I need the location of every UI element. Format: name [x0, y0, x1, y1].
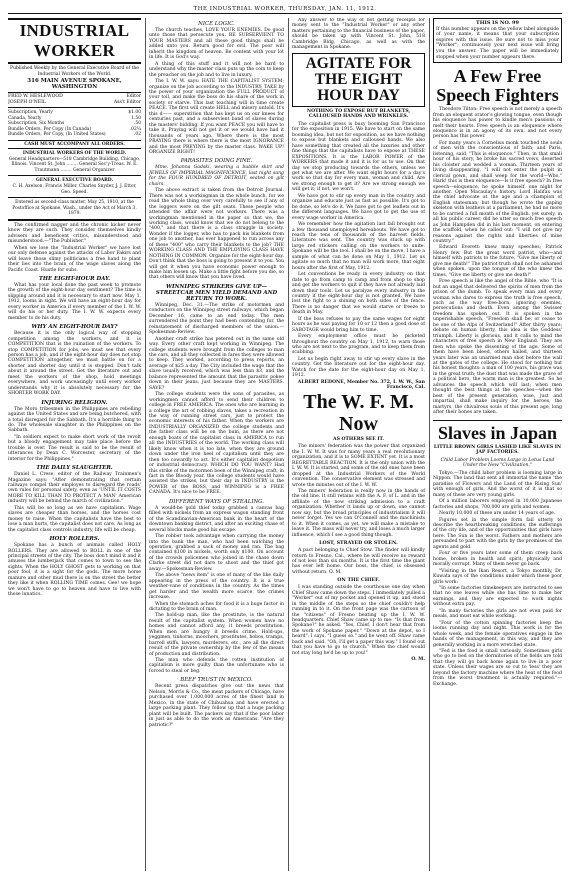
- masthead-title: INDUSTRIAL WORKER: [8, 18, 141, 64]
- running-head: THE INDUSTRIAL WORKER, THURSDAY, JAN. 11, 1912.: [8, 6, 562, 14]
- article-text: Mme. Johanna Gadski, wearing a bubble skirt and JEWELS OF IMPERIAL MAGNIFICENCE, last night sang for the FOUR HUNDRED OF DETROIT, seated on gilt chairs.: [149, 165, 284, 187]
- article-text: For many years a Cornelius monk touched the souls of men with the conscientious of faith; and Paris, listening, said, "This is eloquence." Then, in that small hour of his story, he broke his sacred vows, deserted his cloister and wedded a woman. Thirteen years of living disappearing, "I will not enter the pulpit in clerical gown, and shall weep for the world—Who," Hark! this is then eloquence—Is it free speech? In free speech—eloquence, he spoke himself, one night for another. Open Macaulay's history. Lord Halifax was the chief advocate at the age and a champion of English statesman; but though he wrote the gaping skeleton with leathers at a parliament, he had no more to be carried a full month of the English. yet surely, in all his public career, did he utter so much free speech as John Hampden did in his last moment, on entering the scaffold, when he called out: "I will not give my reasons against the rights and liberties of mine country.": [433, 140, 562, 245]
- article-text: Spokane has a bunch of animals called HOLY ROLLERS. They are allowed to ROLL in one of the principal streets of the city. The boss don't mind it and it amuses the lumberjack that comes to town to see the sights. When the HOLY GHOST gets to working on that poor fool, it is a sight for the gods. The more horse manure and other mud there is on the street the better they like it when ROLLING TIME comes. Gee! we hope we won't have to go to heaven and have to live with those lunatics.: [8, 543, 141, 598]
- divider: [8, 219, 141, 221]
- sub-label: Canada, Yearly: [8, 115, 42, 121]
- divider: [8, 175, 141, 176]
- article-text: Any answer to the way of not getting receipts for money sent to the "Industrial Worker" or any other matters pertaining to the financial business of the paper, should be taken up with Vincent St. John, 518 Cambridge Bldg, Chicago, as well as with the management in Spokane.: [292, 18, 425, 51]
- article-text: Four or five years later some of them creep back home, broken in health and spirit; physically and morally corrupt. Many of them never go back.: [433, 551, 562, 568]
- article-text: Let us begin right away to stir up every slave in the country. Get the literature out for the eight-hour day. Watch for the date for the eight-hour day on May 1, 1912.: [292, 356, 425, 379]
- subheadline: LITTLE BROWN GIRLS LASHED LIKE SLAVES IN JAP FACTORIES.: [433, 444, 562, 456]
- masthead-address: 316 MAIN AVENUE SPOKANE, WASHINGTON: [27, 78, 122, 90]
- article-heading: WHY AN EIGHT-HOUR DAY?: [31, 324, 118, 331]
- subscription-rates: [8, 110, 141, 138]
- article-text: The church teaches, LOVE YOUR ENEMIES. Do good unto those that persecute you. BE SUBSERVIENT TO YOUR MASTERS and all these good things shall be added unto you. Return good for evil. The poor will inherit the kingdom of heaven. Be content with your lot in life. It is God's way.: [149, 28, 284, 61]
- article-text: A thing of this stuff and it will not be hard to understand why the master class puts up the coin to keep the preacher on the job and to live in luxury.: [149, 61, 284, 78]
- asst-editor-name: JOSEPH O'NEIL: [8, 100, 46, 105]
- geb-text: C. H. Axelson, Francis Miller, Charles Snyder, J. J. Ettor, Geo. Speed.: [12, 183, 137, 195]
- hq-text: General Headquarters—518 Cambridge Building, Chicago, Illinois. Vincent St. John ........ General Sec'y-Treas. W. E. Trautmann ........ General Organizer: [8, 156, 141, 173]
- article-text: Tokyo.—The child labor problem is looming large in Nippon. The land that sent all immortal the name 'the paradise of Flowers and the Land of the Rising Sun' with enough of girls. And the worst of it is that so many of these are very young girls.: [433, 470, 562, 498]
- column-divider: [288, 18, 289, 871]
- article-text: Of a million laborers employed in 10,000 Japanese factories and shops, 700,000 are girls and women.: [433, 499, 562, 510]
- article-heading: DIFFERENT WAYS OF STEALING.: [168, 498, 265, 505]
- sub-value: .02: [134, 132, 141, 138]
- hq-title: INDUSTRIAL WORKERS OF THE WORLD.: [22, 150, 127, 156]
- staff-box: [8, 92, 141, 108]
- article-heading: WINNIPEG STRIKERS GIVE UP—STREETCAR MEN YIELD DEMAND AND RETURN TO WORK.: [155, 283, 278, 302]
- divider: [8, 197, 141, 198]
- article-text: Every employment office must be picketed throughout the country on May 1, 1912, to warn those who are not next to the program, and to keep them from scabbing.: [292, 334, 425, 356]
- article-text: Theodore Tilton: Free speech is not merely a speech from an eloquent orator's glowing tongue, even though his eloquence has power to kindle men's passions or melt their hearts. Free speech is an eloquence where eloquence is in an agony of its own, and not every person has this power.: [433, 107, 562, 140]
- article-heading: BEEF TRUST IN MEXICO.: [180, 677, 253, 684]
- article-text: A pact belonging to Chief Stow. The finder will kindly return to Fresno, Cal., where he will receive no reward of not less than six months. It is the first time the giant has ever left home. Our boss, the chief, is obsessed without return. O. M.: [292, 548, 425, 575]
- article-text: Recent press dispatches give out the news that Nelson, Morris & Co., the meat packers of Chicago, have purchased over 1,000,000 acres of the finest land in Mexico, in the state of Chihuahua and have erected a large packing plant. They follow up that a huge packing plant will be built. The packers say that if the poor labor in just as able to do the work as Americans. "Are they patriotic?": [149, 684, 284, 728]
- article-text: "Four of the cotton spinning factories keep the looms running day and night. This work is for the whole week, and the female operatives engage in the hands of the management, in this way, and they are generally working in a more wretched state.: [433, 620, 562, 648]
- article-text: "In some factories timekeepers are instructed to see that no one leaves while she has time to make her earnings, and they are expected to work nights without extra pay.: [433, 585, 562, 608]
- asst-editor-role: Ass't Editor: [113, 100, 141, 105]
- intro-paragraph: The confirmed nagger and the chronic kicker never know they are such. They consider themselves kindly advisers and beneficent critics, misunderstood and misunderstood.—"The Publisher.": [8, 222, 141, 245]
- subscription-notice-box: [433, 18, 562, 63]
- article-text: Daniel L. Crese, editor of the Railway Trainmen's Magazine says: "After demonstrating that certain railways compel their employes to disregard the roads' own rules for personal safety, even as 'UNTIL IT COSTS MORE TO KILL THAN TO PROTECT A MAN' American industry will be behind the march of civilization.": [8, 472, 141, 505]
- article-text: Figures set in the simple form fail utterly to describe the heartbreaking conditions, the sufferings of the city life, and of the opportunities that girls have here. The Sun is the worst. Fathers and mothers are persuaded to part with the girls by the promises of the agents and gold.: [433, 517, 562, 550]
- signature: ALBERT REDONE, Member No. 372, I. W. W., San Francisco, Cal.: [297, 379, 425, 390]
- headline-eight-hour: AGITATE FOR THE EIGHT HOUR DAY: [292, 53, 425, 107]
- geb-title: GENERAL EXECUTIVE BOARD.: [35, 178, 113, 184]
- article-heading: HOLY ROLLERS.: [49, 536, 100, 543]
- sub-label: Bundle Orders, Per Copy (In Canada): [8, 126, 92, 132]
- column-3: [292, 18, 425, 871]
- article-text: The man who defends the rotten institution of capitalism is more guilty than the unfortunate who is forced to steal or beg.: [149, 658, 284, 674]
- article-heading: THE EIGHT-HOUR DAY.: [38, 275, 111, 282]
- article-heading: PARASITES DOING FINE.: [180, 158, 253, 165]
- article-heading: NICE LOGIC.: [198, 21, 235, 27]
- article-text: What has your local done the past week to promote the growth of the eight-hour day sentiment? The time is slipping around and it is necessary to start now. May 1, 1912, looms in sight. We will have an eight-hour day for every worker in America if every member of the I. W. W. will do his or her duty. The I. W. W. expects every member to do his duty.: [8, 282, 141, 321]
- article-text: The miners' federation is really now in the hands of the old line. It still retains with the A. F. of L. and in the affiliate of the now striking admission to a craft organization. Whether it lands up or down, one cannot now say, but the broad principles of industrialism it will never forget. Yes we can O'Connell and the machinists to it. When it comes, as yet, we will make a mistake to leave it. The mass will never try, and loses a much larger influence, which I see a good thing though.: [292, 488, 425, 538]
- article-text: "In soldiers expect to make short work of the revolt but a bloody engagement may take place before the trouble is over. The result is said to be the result of utterances by Dean C. Worcester, secretary of the interior for the Philippines.": [8, 434, 141, 462]
- article-text: Free speech is like the angel of the Bible, who "It is but an angel that delivered the spirits of men from the prison of the dumb. To speak every man and every woman who dares to express the truth is free speech, such as the way free-born, ignoring enemies, persecutions and death. Even among the Swisser freedom has spoken out. It is spoken in the unperishable speech, "Freedom shall be, or cease to be one of the Alps of Switzerland!" After thirty years; debate on human liberty, this idea is the Goddess' triumph. Liberty is glorious, and it calls to mind the characters of free speech in New England. They are men who spoke the dissenting of the age. Some of them have been bleed, others hailed, and thirteen years later was an unarmed man shot before the wall at the gates of the college. He stood for nothing but his honest thoughts: a man of 100 years, his grave was in the great truth; the dust that was made the grave of a political hero, the warm man is the greatest. So he advances the speech which will last; when men thought the best things at the speeches—when the best of the present generation, wise, just and impartial, shall make inquiry for the heroes, the martyrs, the chivalrous souls of this present age, long after their bones are taken.: [433, 279, 562, 416]
- column-1: [8, 18, 141, 871]
- article-text: Let conventions be ready in every industry on that date to go from camp to camp and from shop to shop and get the workers to quit if they have not already laid down their tools. Let us paralyze every industry in the country if the eight-hour day is not granted. We have lost the fight to a shining on both sides of the fence. There is no danger that we would starve or freeze to death in May.: [292, 272, 425, 316]
- headline-free-speech: A Few Free Speech Fighters: [436, 66, 559, 106]
- subheadline: NOTHING TO EXPOSE BUT BLANKETS, CALLOUSED HANDS AND WRINKLES.: [306, 108, 411, 120]
- article-text: "In many factories the girls are not even paid for meals, and must eat while working.: [433, 608, 562, 620]
- entry-notice: Entered as second-class matter, May 25, 1910, at the Postoffice at Spokane, Wash., under the Act of March 3, 1879.: [12, 200, 137, 217]
- article-text: The hold-up man, like the prostitute, is the natural result of the capitalist system. When women have no homes and cannot afford any, it breeds prostitution. When men are hungry it breeds crime. Hold-ups, yeggmen, tinhorns, moochers, prostitutes, hobos, tramps, barrell stiffs, lawyers, murderers, etc., are all the direct result of the private ownership by the few of the means of production and distribution.: [149, 613, 284, 657]
- article-text: If the boss refuses to pay the same wages for eight hours as he was paying for 10 or 12 then a good dose of SABOTAGE would bring him to time.: [292, 316, 425, 333]
- article-text: A would-be gold thief today grabbed a canvas bag filled with nickels from an express wagon standing front of the Scandinavian-American bank in the heart of the downtown banking district, and after an exciting chase of several blocks made good his escape.: [149, 505, 284, 533]
- article-heading: INJURING RELIGION.: [41, 399, 108, 406]
- article-text: The miners' federation was the power that organized the I. W. W. It was for many years a real revolutionary organization, and it is to SOME EXTENT yet. It is a most REGRETTABLE REACTION. It is the only union with the I. W. W. It is started, and some of the old ones have been dropped at the Industrial Workers of the World convention. The conservative element was stressed and wrote the minutes out of the I. W. W.: [292, 444, 425, 488]
- column-4: [433, 18, 562, 871]
- editor-name: FRED W. HESLEWOOD: [8, 94, 63, 99]
- column-2: [149, 18, 284, 871]
- article-heading: ON THE CHIEF.: [337, 577, 380, 584]
- notice-text: If this number appears on the yellow label alongside of your name, it means that your subscription expires with this issue. Be sure not to miss your "Worker"; continuously your next issue will bring you the answer. The paper will be immediately stopped when your number appears there.: [436, 26, 559, 60]
- subheadline: Child Labor Problem Looms Large in Lotus Land Under the New "Civilization.": [440, 457, 555, 469]
- article-text: The college students were the sons of parasites, as workingmen cannot afford to send their children to college in FREE AMERICA. The ones who are learning in a college the art of robbing slaves, takes a recreation in the way of running street cars, just to protect the economic interests of his father. When the workers are INDUSTRIALLY ORGANIZED the college students and the father class will be on the bum, as there are not enough boats of the capitalist class in AMERICA to run all the INDUSTRIES of the world. The working class will likely know when it is too late, when they are ground down under the iron heel of capitalism until they are then too cowardly to act. It's either capitalist despotism or industrial democracy. WHICH DO YOU WANT? Had this strike of the motormen been of the Winnipeg craft, in fact in the Bloody year, the college students would have assisted the strikes, but their day in INDUSTRY is the POWER of the BOSS, and WINNIPEG is a FREE CANADA. It's nice to be FREE.: [149, 392, 284, 496]
- sub-value: .50: [134, 121, 141, 127]
- article-text: Another craft strike has petered out in the same old way. Every other craft kept working in Winnipeg. The college students were brought from the colleges to man the cars, and all they collected in fares they were allowed to keep. They worked, according to press reports, an average of $25 a day. The City included the wage that the slave usually received, which was less than $3, and the balance represented the amount that the parasitic pokee down in their jeans, just because they are MASTERS. SAVE?: [149, 336, 284, 391]
- subheadline: AS OTHERS SEE IT.: [333, 436, 384, 442]
- column-divider: [145, 18, 146, 871]
- article-text: The robber took advantage when carrying the money into the bank the man, who had been watching the operation, grabbed a sack of money and ran. The bag contained $100 in nickels, worth only $100. On account of the crowds policemen who joined in the chase down Clarke street did not dare to shoot and the thief got away.—Spokesman-Review.: [149, 534, 284, 572]
- article-text: I was standing outside the courthouse one day when Chief Shaw came down the steps. I immediately pulled a "Worker" out of my pocket and opened it up, and stood in the middle of the steps so the chief couldn't help running in to it. On the front page was the cartoon of the "citizens" of Fresno beating up the I. W. W. headquarters. Chief Shaw came up to me: "Is that from Spokane?" he asked. "Yes, Chief, I don't hear that from the work of Spokane paper." "Down at the depot, so I heard", I says, "I guess so." and he went off. Shaw came back and said. "Oh, I'll get a paper this way." I found out that you have to go to church." When the chief would not stay long he'd be up to you!": [292, 585, 425, 656]
- article-text: We have got to stir up every man in the country and organize and educate just as fast as possible. It's got to be done, so let's do it. We have got to get leaflets out in the different languages. We have got to get the use of every wage worker in America.: [292, 193, 425, 221]
- article-text: Edward Everett: knew many speeches; Patrick Henry few. But the great word patriot, who—and himself with patriots to the future, "Give me liberty or give me death!" The patriot truth shall not be ashamed when spoken, upon the tongue of the who knew the times, "Give me liberty or give me death!": [433, 245, 562, 278]
- article-text: Winnipeg, Dec. 31.—The strike of motormen and conductors on the Winnipeg street railways, which began December 16, came to an end today. The men surrendered the point they had been contending for, the reinstatement of discharged members of the union.—Spokesman-Review.: [149, 302, 284, 336]
- article-text: The capitalist press is busy booming San Francisco for the exposition in 1915. We have to start on the same booming idea, but not for exposition, as we have nothing to expose but blankets and calloused hands. We also have something that created all the luxuries and other fine things that the capitalists have to expose at THESE EXPOSITIONS. It is the LABOR POWER of the WORKERS that made it and it is for us to use. On that day we stop producing towards the others, unless we get what we are after. We want eight hours for a day's work so that day for every man, woman and child. Are we strong enough to get it? Are we strong enough we will get it; if not, we won't.: [292, 121, 425, 193]
- sub-label: Subscription, Yearly: [8, 110, 53, 115]
- article-text: "Fed is the food is small variously. Sometimes girls who go to bed on the dormitories of the fields are told that they will go back home again to live in a poor state. Unless their wages are so cut to 'less' they are beyond the factory machine where the heat of the food from the worst treatment is actually required."—Exchange.: [433, 648, 562, 687]
- article-text: When the stomach aches for food it is a huge factor in dictating to the brain of man.: [149, 601, 284, 612]
- article-text: Nearly 10,000 of these are under 14 years of age.: [439, 511, 556, 517]
- article-text: We remember how the agitation last fall brought out a few thousand unemployed hereabouts. We have got to reach the tens of thousands of the harvest fields. Literature was sent. The country was stuck up with large red stickers calling on the workers to unite. Spokane will be the tool. I shall be on the move. I have a sample of what can be done on May 1, 1912. Let us agitate so much that no man will work more, that eight hours after the first of May, 1912.: [292, 222, 425, 271]
- article-text: The above extract is taken from the Detroit Journal. There was not a workingman in the whole bunch, for we read the whole thing over very carefully to see if any of the loggers were on the gilt seats. These people who attended the affair were not workers. There was a workingman mentioned in the paper so that we, the working class, would know that we do not belong to the "400," and that there is a class struggle in society. Wonder if the logger, who has to pack his blankets from one job to another, has ever happened to run across any of these "400" who carry their blankets to the job? THE WORKING CLASS AND THE EMPLOYING CLASS HAVE NOTHING IN COMMON. Organize for the eight-hour day. Don't think that the boss is going to present it to you. You will get it when you have economic power enough to make him loosen up. Make a little fight before you die, so that others will know that you have lived.: [149, 188, 284, 281]
- article-text: The I. W. W. says: HATE THE CAPITALIST SYSTEM; organize on the job according to the INDUSTRY; TAKE by the power of your organization the FULL PRODUCT of your toil, and make the boss do his share of the work in society or starve. This last teaching will in time create PEACE. The first will create HELL and misery untold. It's this d—— superstition that has kept us on our knees for centuries past, and a subservient band of slaves during the masters' bidding. If you want PEACE you will have to take it. Praying will not get it or we would have had it thousands of years ago. Where there is the most PRAYING there is where there is the most IGNORANCE and the most PREYING by the master class. WAKE UP! ORGANIZE RIGHT!: [149, 79, 284, 155]
- headline-slaves-japan: Slaves in Japan: [433, 420, 562, 443]
- article-heading: THE DAILY SLAUGHTER.: [36, 465, 113, 472]
- column-divider: [429, 18, 430, 871]
- newspaper-page: [8, 6, 562, 871]
- article-heading: LOST, STRAYED OR STOLEN.: [319, 540, 398, 547]
- headline-wfm: The W. F. M. Now: [303, 390, 414, 435]
- masthead-subtitle: Published Weekly by the General Executive Board of the Industrial Workers of the World.: [10, 66, 139, 77]
- editor-role: Editor: [126, 94, 141, 99]
- sub-value: 1.50: [131, 115, 141, 121]
- sub-value: $1.00: [128, 110, 141, 115]
- signature: O. M.: [411, 657, 425, 663]
- article-text: The above "news item" is one of many of the like daily appearing in the press of the country. It is a true weather-vane of conditions in the country. As the times get harder and the wealth more scarce, the crimes increase.: [149, 573, 284, 601]
- article-text: "Visiting in the Ikan Resort, a Tokyo monthly, Dr. Kuwata says of the conditions under which these poor girls work:: [433, 568, 562, 585]
- intro-paragraph: When we lose the "Industrial Worker" we have lost our only defense against the attacks of Labor Fakirs and will leave those slimy politicians a free hand to plant their lies into the brain of the wage slaves along the Pacific Coast. Hustle for subs.: [8, 245, 141, 273]
- article-text: The Moro tribesmen in the Philippines are rebelling against the United States and are being butchered, with a total disregard for the Sabbath. It's a horrible thing to do. The wholesale slaughter in the Philippines on the Sabbath.: [8, 406, 141, 434]
- notice-heading: THIS IS NO. 99: [476, 20, 519, 26]
- sub-value: .02¼: [129, 126, 141, 132]
- article-text: Because it is the only logical way of stopping competition among the workers, and it is COMPETITION that is the ruination of the workers. To stop COMPETITION for jobs, we must see that every person has a job, and if the eight-hour day does not stop COMPETITION altogether, we must battle on for a shorter and shorter day until it is stopped. Don't talk about it around the street. Get the literature out and meet the workers of the shop, hold meetings everywhere, and work unceasingly until every worker understands why it is absolutely necessary for the SHORTER WORK DAY.: [8, 331, 141, 397]
- article-text: This will be so long as we have capitalism. Wage slaves are cheaper than horses, and the horses cost money to raise. When the capitalists have the best to lose a man hurts, the capitalist does not care. As long as the capitalist class controls industry, life will be cheap.: [8, 505, 141, 533]
- cash-notice: CASH MUST ACCOMPANY ALL ORDERS.: [8, 140, 141, 149]
- sub-label: Bundle Orders, Per Copy, (In United States): [8, 132, 106, 138]
- sub-label: Subscription, Six Months: [8, 121, 65, 127]
